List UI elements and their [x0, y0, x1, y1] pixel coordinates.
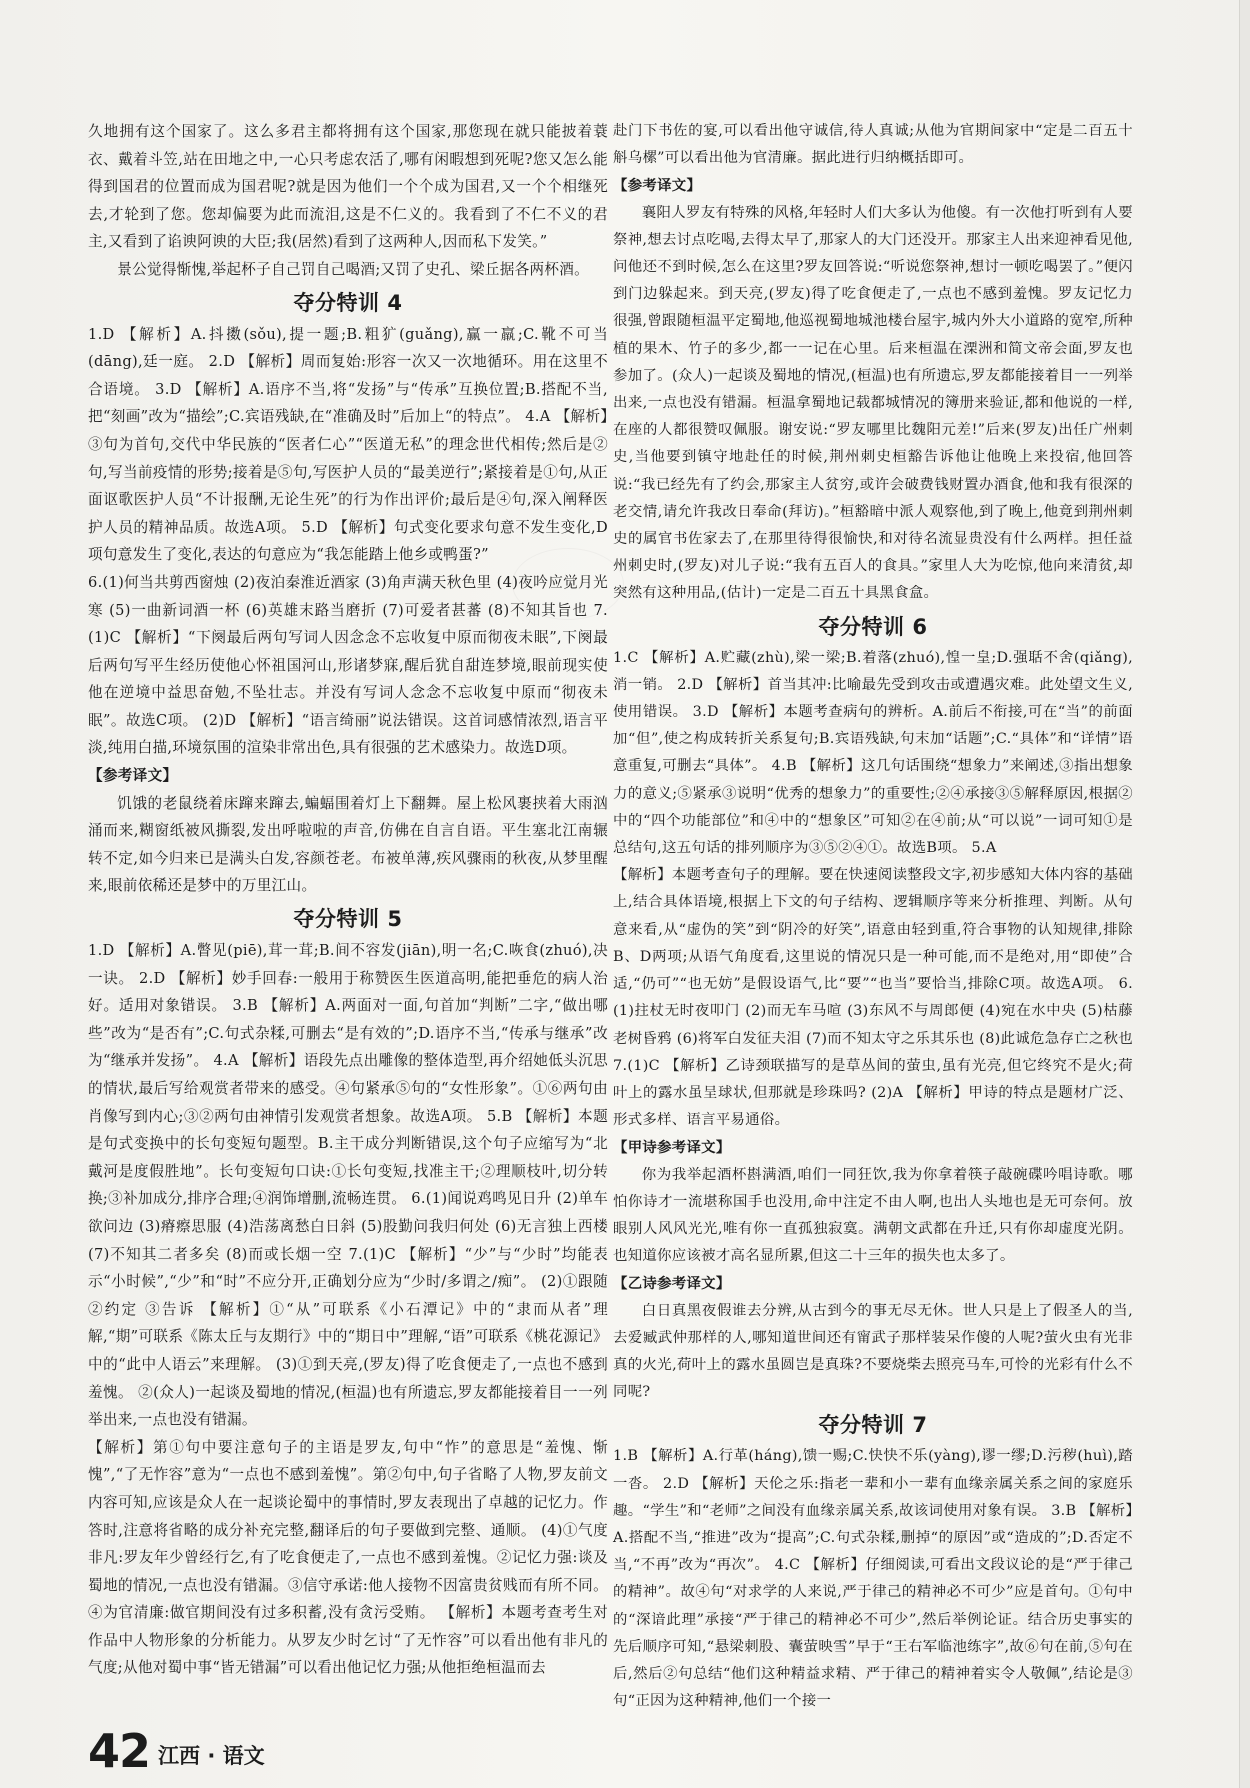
poem-b-translation-heading: 【乙诗参考译文】: [613, 1275, 731, 1293]
answers-paragraph: 6.(1)何当共剪西窗烛 (2)夜泊秦淮近酒家 (3)角声满天秋色里 (4)夜吟应觉月光寒 (5)一曲新词酒一杯 (6)英雄末路当磨折 (7)可爱者甚蕃 (8)不知其旨也 7.(1)C 【解析】“下阕最后两句写词人因念念不忘收复中原而彻夜未眠”,下阕最后两句写平生经历使他心怀祖国河山,形诸梦寐,醒后犹自甜连梦境,眼前现实使他在逆境中益思奋勉,不坠壮志。并没有写词人念念不忘收复中原而“彻夜未眠”。故选C项。 (2)D 【解析】“语言绮丽”说法错误。这首词感情浓烈,语言平淡,纯用白描,环境氛围的渲染非常出色,具有很强的艺术感染力。故选D项。: [88, 573, 608, 757]
answers-paragraph: 1.B 【解析】A.行革(háng),馈一赐;C.快快不乐(yàng),谬一缪;D.污秽(huì),踏一沓。 2.D 【解析】天伦之乐:指老一辈和小一辈有血缘亲属关系之间的家庭乐趣。“学生”和“老师”之间没有血缘亲属关系,故该词使用对象有误。 3.B 【解析】A.搭配不当,“推进”改为“提高”;C.句式杂糅,删掉“的原因”或“造成的”;D.否定不当,“不再”改为“再次”。 4.C 【解析】仔细阅读,可看出文段议论的是“严于律己的精神”。故④句“对求学的人来说,严于律己的精神必不可少”应是首句。①句中的“深谙此理”承接“严于律己的精神必不可少”,然后举例论证。结合历史事实的先后顺序可知,“悬梁刺股、囊萤映雪”早于“王右军临池练字”,故⑥句在前,⑤句在后,然后②句总结“他们这种精益求精、严于律己的精神着实令人敬佩”,结论是③句“正因为这种精神,他们一个接一: [613, 1448, 1133, 1710]
section-title-4: 夺分特训 4: [293, 290, 403, 315]
translation-paragraph: 襄阳人罗友有特殊的风格,年轻时人们大多认为他傻。有一次他打听到有人要祭神,想去讨点吃喝,去得太早了,那家人的大门还没开。那家主人出来迎神看见他,问他还不到时候,怎么在这里?罗友回答说:“听说您祭神,想讨一顿吃喝罢了。”便闪到门边躲起来。到天亮,(罗友)得了吃食便走了,一点也不感到羞愧。罗友记忆力很强,曾跟随桓温平定蜀地,他巡视蜀地城池楼台屋宇,城内外大小道路的宽窄,所种植的果木、竹子的多少,都一一记在心里。后来桓温在溧洲和简文帝会面,罗友也参加了。(众人)一起谈及蜀地的情况,(桓温)也有所遗忘,罗友都能接着目一一列举出来,一点也没有错漏。桓温拿蜀地记载都城情况的簿册来验证,都和他说的一样,在座的人都很赞叹佩服。谢安说:“罗友哪里比魏阳元差!”后来(罗友)出任广州刺史,当他要到镇守地赴任的时候,荆州刺史桓豁告诉他让他晚上来投宿,他回答说:“我已经先有了约会,那家主人贫穷,或许会破费钱财置办酒食,他和我有很深的老交情,请允许我改日奉命(拜访)。”桓豁暗中派人观察他,到了晚上,他竟到荆州刺史的属官书佐家去了,在那里待得很愉快,和对待名流显贵没有什么两样。担任益州刺史时,(罗友)对儿子说:“我有五百人的食具。”家里人大为吃惊,他向来清贫,却突然有这种用品,(估计)一定是二百五十具黑食盒。: [613, 204, 1133, 602]
reference-translation-heading: 【参考译文】: [88, 767, 178, 785]
answers-paragraph: 【解析】本题考查句子的理解。要在快速阅读整段文字,初步感知大体内容的基础上,结合具体语境,根据上下文的句子结构、逻辑顺序等来分析推理、判断。从句意来看,从“虚伪的笑”到“阴冷的好笑”,语意由轻到重,符合事物的认知规律,排除B、D两项;从语气角度看,这里说的情况只是一种可能,而不是绝对,用“即使”合适,“仍可”“也无妨”是假设语气,比“要”“也当”要恰当,排除C项。故选A项。 6.(1)拄杖无时夜叩门 (2)而无车马喧 (3)东风不与周郎便 (4)宛在水中央 (5)枯藤老树昏鸦 (6)将军白发征夫泪 (7)而不知太守之乐其乐也 (8)此诚危急存亡之秋也 7.(1)C 【解析】乙诗颈联描写的是草丛间的萤虫,虽有光亮,但它终究不是火;荷叶上的露水虽呈球状,但那就是珍珠吗? (2)A 【解析】甲诗的特点是题材广泛、形式多样、语言平易通俗。: [613, 867, 1133, 1129]
answers-paragraph: 1.C 【解析】A.贮藏(zhù),梁一梁;B.着落(zhuó),惶一皇;D.强聒不舍(qiǎng),消一销。 2.D 【解析】首当其冲:比喻最先受到攻击或遭遇灾难。此处望文生义,使用错误。 3.D 【解析】本题考查病句的辨析。A.前后不衔接,可在“当”的前面加“但”,使之构成转折关系复句;B.宾语残缺,句末加“话题”;C.“具体”和“详情”语意重复,可删去“具体”。 4.B 【解析】这几句话围绕“想象力”来阐述,③指出想象力的意义;⑤紧承③说明“优秀的想象力”的重要性;②④承接③⑤解释原因,根据②中的“四个功能部位”和④中的“想象区”可知②在④前;从“可以说”一词可知①是总结句,这五句话的排列顺序为③⑤②④①。故选B项。 5.A: [613, 649, 1133, 857]
translation-paragraph: 景公觉得惭愧,举起杯子自己罚自己喝酒;又罚了史孔、梁丘据各两杯酒。: [117, 260, 590, 278]
page-edge: [1239, 0, 1250, 1788]
watermark-stamp: [512, 548, 624, 620]
answers-paragraph: 1.D 【解析】A.瞥见(piē),茸一茸;B.间不容发(jiān),明一名;C.咴食(zhuó),决一诀。 2.D 【解析】妙手回春:一般用于称赞医生医道高明,能把垂危的病人治好。适用对象错误。 3.B 【解析】A.两面对一面,句首加“判断”二字,“做出哪些”改为“是否有”;C.句式杂糅,可删去“是有效的”;D.语序不当,“传承与继承”改为“继承并发扬”。 4.A 【解析】语段先点出雕像的整体造型,再介绍她低头沉思的情状,最后写给观赏者带来的感受。④句紧承⑤句的“女性形象”。①⑥两句由肖像写到内心;③②两句由神情引发观赏者想象。故选A项。 5.B 【解析】本题是句式变换中的长句变短句题型。B.主干成分判断错误,这个句子应缩写为“北戴河是度假胜地”。长句变短句口诀:①长句变短,找准主干;②理顺枝叶,切分转换;③补加成分,排序合理;④润饰增删,流畅连贯。 6.(1)闻说鸡鸣见日升 (2)单车欲问边 (3)瘠瘵思服 (4)浩荡离愁白日斜 (5)股勤问我归何处 (6)无言独上西楼 (7)不知其二者多矣 (8)而或长烟一空 7.(1)C 【解析】“少”与“少时”均能表示“小时候”,“少”和“时”不应分开,正确划分应为“少时/多谓之/痴”。 (2)①跟随 ②约定 ③告诉 【解析】①“从”可联系《小石潭记》中的“隶而从者”理解,“期”可联系《陈太丘与友期行》中的“期日中”理解,“语”可联系《桃花源记》中的“此中人语云”来理解。 (3)①到天亮,(罗友)得了吃食便走了,一点也不感到羞愧。 ②(众人)一起谈及蜀地的情况,(桓温)也有所遗忘,罗友都能接着目一一列举出来,一点也没有错漏。: [88, 942, 608, 1429]
continued-answer-paragraph: 赴门下书佐的宴,可以看出他守诚信,待人真诚;从他为官期间家中“定是二百五十斛乌樏”可以看出他为官清廉。据此进行归纳概括即可。: [613, 123, 1133, 167]
section-title-6: 夺分特训 6: [818, 614, 928, 639]
section-title-5: 夺分特训 5: [293, 907, 403, 932]
reference-translation-heading: 【参考译文】: [613, 177, 702, 195]
page-footer: [88, 1724, 265, 1778]
translation-paragraph: 你为我举起酒杯斟满酒,咱们一同狂饮,我为你拿着筷子敲碗碟吟唱诗歌。哪怕你诗才一流堪称国手也没用,命中注定不由人啊,也出人头地也是无可奈何。放眼别人风风光光,唯有你一直孤独寂寞。满朝文武都在升迁,只有你却虚度光阴。也知道你应该被才高名显所累,但这二十三年的损失也太多了。: [613, 1166, 1133, 1265]
answers-paragraph: 【解析】第①句中要注意句子的主语是罗友,句中“怍”的意思是“羞愧、惭愧”,“了无怍容”意为“一点也不感到羞愧”。第②句中,句子省略了人物,罗友前文内容可知,应该是众人在一起谈论蜀中的事情时,罗友表现出了卓越的记忆力。作答时,注意将省略的成分补充完整,翻译后的句子要做到完整、通顺。 (4)①气度非凡:罗友年少曾经行乞,有了吃食便走了,一点也不感到羞愧。②记忆力强:谈及蜀地的情况,一点也没有错漏。③信守承诺:他人接物不因富贵贫贱而有所不同。④为官清廉:做官期间没有过多积蓄,没有贪污受贿。 【解析】本题考查考生对作品中人物形象的分析能力。从罗友少时乞讨“了无怍容”可以看出他有非凡的气度;从他对蜀中事“皆无错漏”可以看出他记忆力强;从他拒绝桓温而去: [88, 1438, 608, 1677]
section-title-7: 夺分特训 7: [818, 1413, 928, 1438]
right-column: [613, 118, 1133, 1715]
page-number: 42: [88, 1724, 151, 1778]
poem-a-translation-heading: 【甲诗参考译文】: [613, 1139, 731, 1157]
left-column: [88, 118, 608, 1682]
answers-paragraph: 1.D 【解析】A.抖擞(sǒu),提一题;B.粗犷(guǎng),赢一羸;C.靴不可当(dāng),廷一庭。 2.D 【解析】周而复始:形容一次又一次地循环。用在这里不合语境。 3.D 【解析】A.语序不当,将“发扬”与“传承”互换位置;B.搭配不当,把“刻画”改为“描绘”;C.宾语残缺,在“准确及时”后加上“的特点”。 4.A 【解析】③句为首句,交代中华民族的“医者仁心”“医道无私”的理念世代相传;然后是②句,写当前疫情的形势;接着是⑤句,写医护人员的“最美逆行”;紧接着是①句,从正面讴歌医护人员“不计报酬,无论生死”的行为作出评价;最后是④句,深入阐释医护人员的精神品质。故选A项。 5.D 【解析】句式变化要求句意不发生变化,D项句意发生了变化,表达的句意应为“我怎能踏上他乡或鸭蛋?”: [88, 325, 608, 564]
continued-translation-paragraph: 久地拥有这个国家了。这么多君主都将拥有这个国家,那您现在就只能披着蓑衣、戴着斗笠,站在田地之中,一心只考虑农活了,哪有闲暇想到死呢?您又怎么能得到国君的位置而成为国君呢?就是因为他们一个个成为国君,又一个个相继死去,才轮到了您。您却偏要为此而流泪,这是不仁义的。我看到了不仁不义的君主,又看到了谄谀阿谀的大臣;我(居然)看到了这两种人,因而私下发笑。”: [88, 123, 608, 251]
translation-paragraph: 白日真黑夜假谁去分辨,从古到今的事无尽无休。世人只是上了假圣人的当,去爱臧武仲那样的人,哪知道世间还有甯武子那样装呆作傻的人呢?萤火虫有光非真的火光,荷叶上的露水虽圆岂是真珠?不要烧柴去照亮马车,可怜的光彩有什么不同呢?: [613, 1302, 1133, 1401]
translation-paragraph: 饥饿的老鼠绕着床蹿来蹿去,蝙蝠围着灯上下翻舞。屋上松风裹挟着大雨汹涌而来,糊窗纸被风撕裂,发出呼啦啦的声音,仿佛在自言自语。平生塞北江南辗转不定,如今归来已是满头白发,容颜苍老。布被单薄,疾风骤雨的秋夜,从梦里醒来,眼前依稀还是梦中的万里江山。: [88, 794, 608, 895]
edition-label: 江西 · 语文: [158, 1744, 265, 1768]
